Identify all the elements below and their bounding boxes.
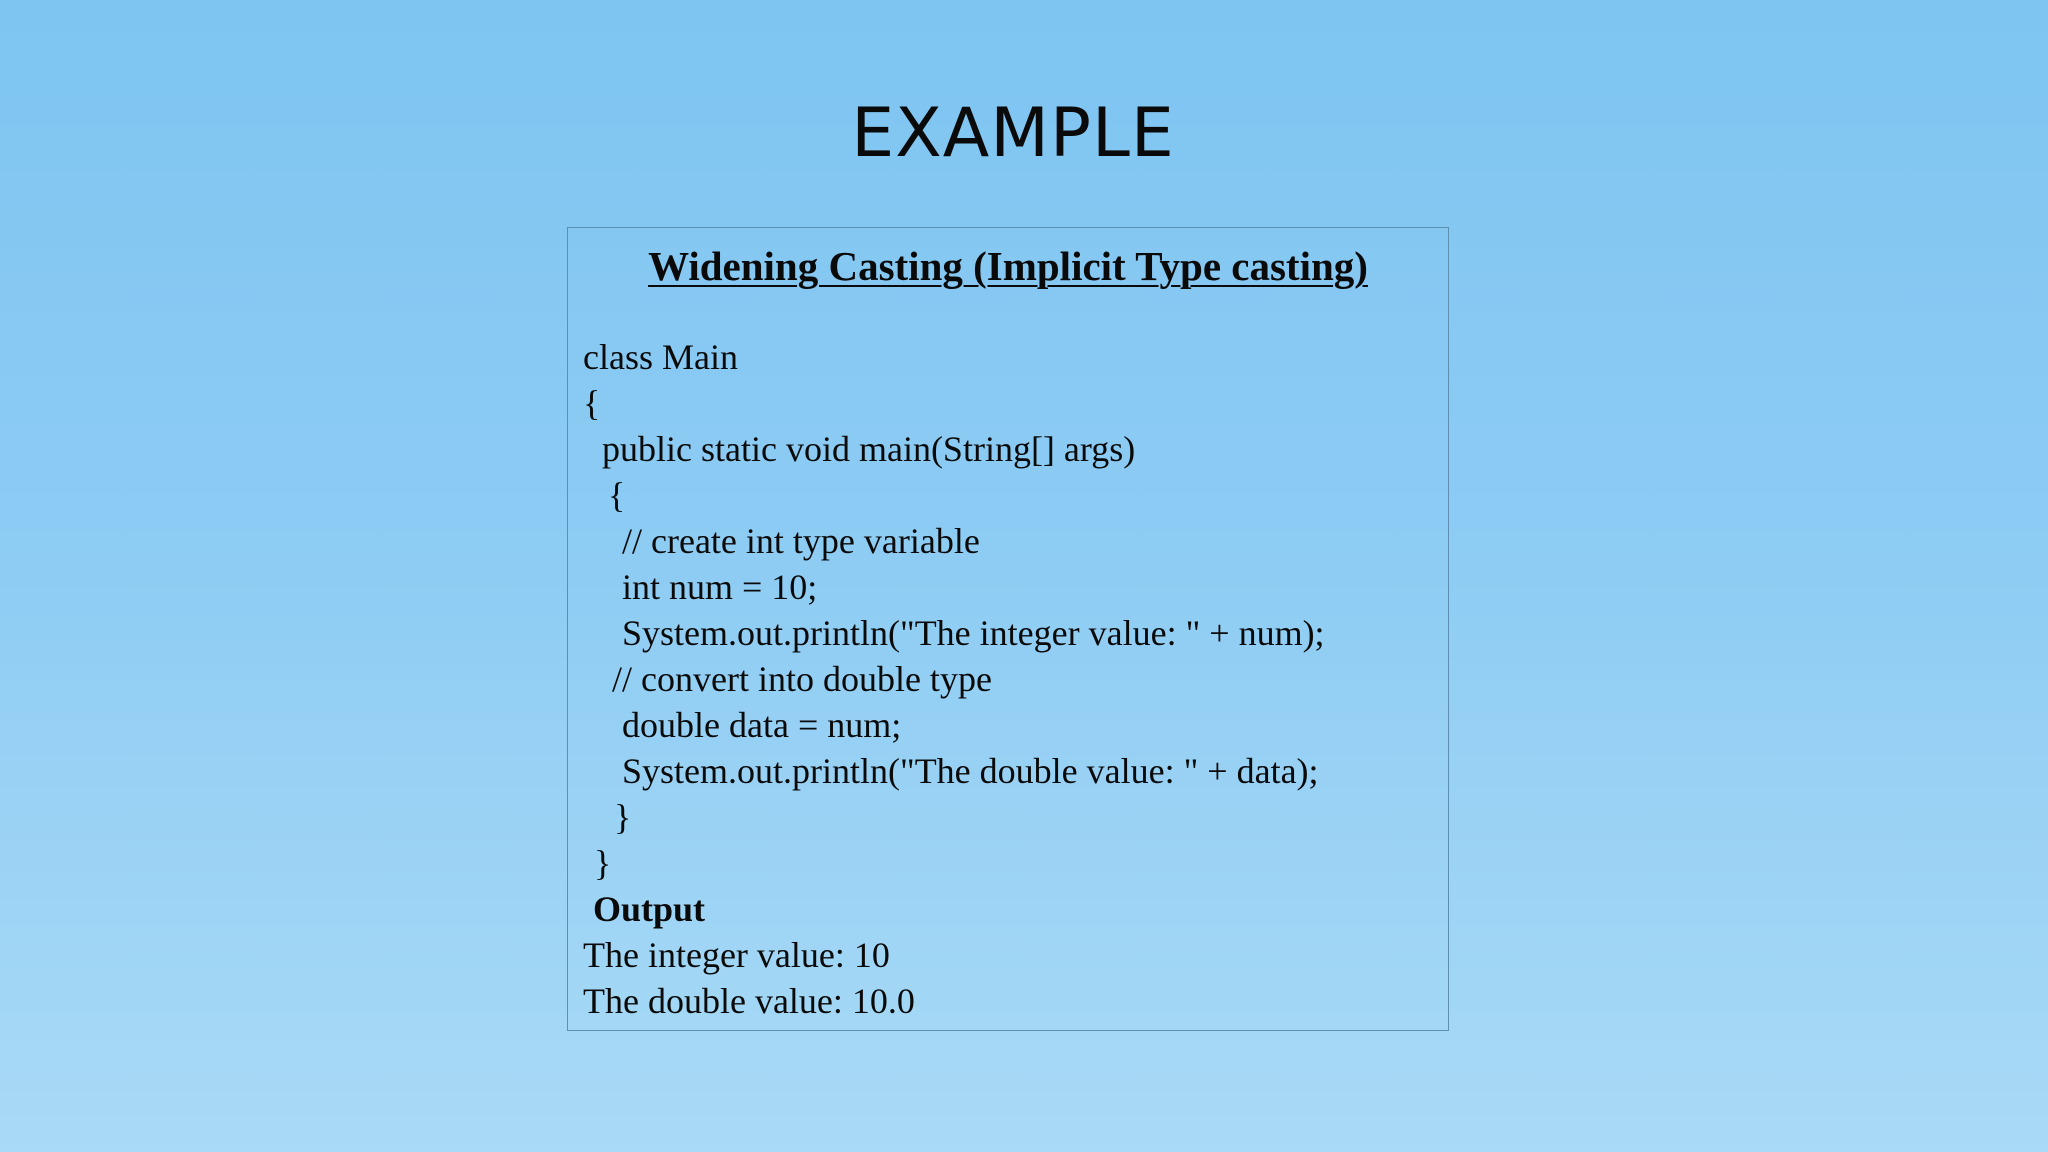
- output-line: The double value: 10.0: [583, 981, 915, 1021]
- code-line: System.out.println("The double value: " + data);: [622, 751, 1319, 791]
- code-line: public static void main(String[] args): [602, 429, 1136, 469]
- code-example-box: [567, 227, 1449, 1031]
- code-line: {: [583, 383, 601, 423]
- code-line: int num = 10;: [622, 567, 818, 607]
- code-line: // convert into double type: [612, 659, 992, 699]
- code-line: System.out.println("The integer value: " + num);: [622, 613, 1325, 653]
- code-line: double data = num;: [622, 705, 902, 745]
- code-line: class Main: [583, 337, 738, 377]
- slide-title: EXAMPLE: [851, 94, 1175, 173]
- output-line: The integer value: 10: [583, 935, 890, 975]
- box-heading: Widening Casting (Implicit Type casting): [648, 243, 1368, 289]
- code-line: }: [614, 797, 632, 837]
- code-line: {: [608, 475, 626, 515]
- code-line: // create int type variable: [622, 521, 980, 561]
- code-line: }: [594, 843, 612, 883]
- output-label: Output: [593, 889, 706, 929]
